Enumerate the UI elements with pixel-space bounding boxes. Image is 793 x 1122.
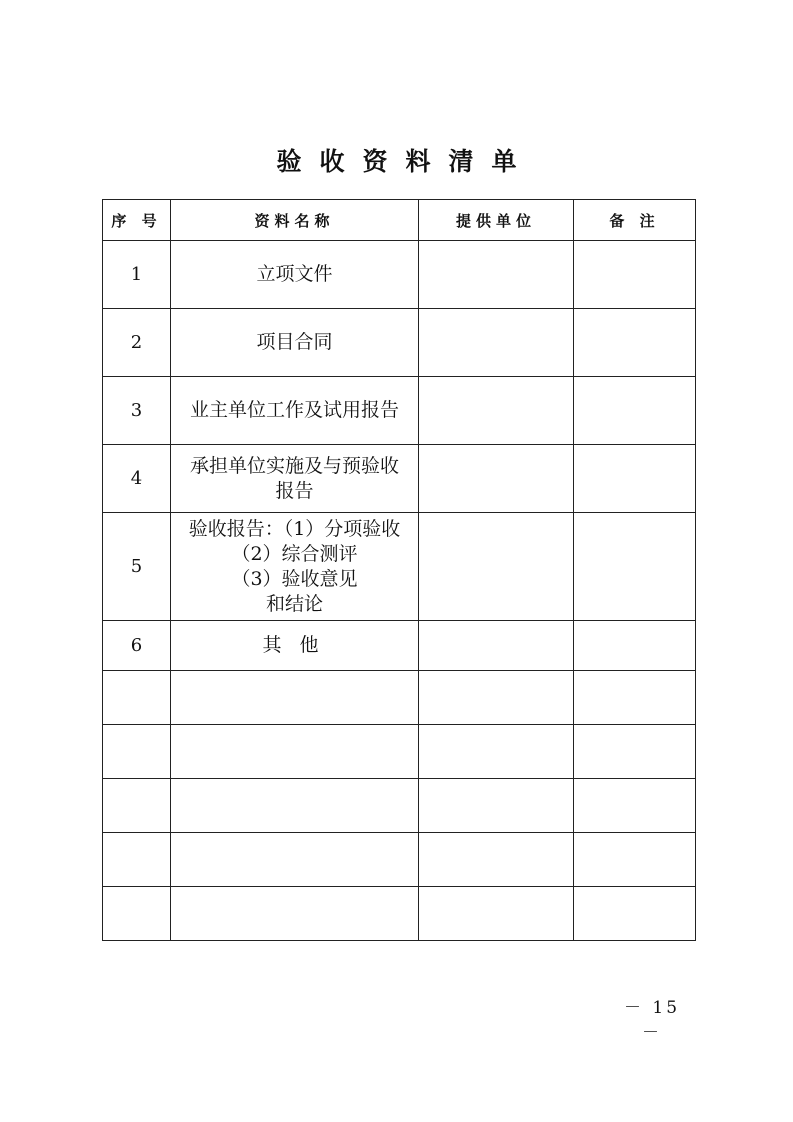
row-name	[171, 671, 419, 725]
row-remark	[574, 887, 696, 941]
header-provider: 提供单位	[419, 200, 574, 241]
row-remark	[574, 513, 696, 621]
row-provider	[419, 887, 574, 941]
row-remark	[574, 309, 696, 377]
row-name-line: 承担单位实施及与预验收	[189, 454, 399, 477]
table-row	[103, 309, 696, 377]
row-name-line: （3）验收意见	[231, 567, 358, 590]
table-header-row	[103, 200, 696, 241]
header-name: 资料名称	[171, 200, 419, 241]
row-index	[103, 887, 171, 941]
table-row	[103, 887, 696, 941]
table-row	[103, 833, 696, 887]
page-title: 验收资料清单	[276, 147, 535, 176]
row-remark	[574, 377, 696, 445]
row-provider	[419, 513, 574, 621]
row-remark	[574, 833, 696, 887]
row-index: 5	[103, 513, 171, 621]
row-name-line: 验收报告：（1）分项验收	[188, 517, 401, 540]
row-name-line: 和结论	[265, 592, 323, 615]
row-provider	[419, 241, 574, 309]
header-remark: 备 注	[574, 200, 696, 241]
row-remark	[574, 779, 696, 833]
row-name: 项目合同	[171, 309, 419, 377]
header-index: 序 号	[103, 200, 171, 241]
row-provider	[419, 445, 574, 513]
page-number: － 15 －	[623, 998, 681, 1043]
row-name-line: 报告	[275, 479, 314, 502]
row-remark	[574, 445, 696, 513]
row-name	[171, 445, 419, 513]
table-row	[103, 377, 696, 445]
row-name	[171, 887, 419, 941]
row-provider	[419, 833, 574, 887]
row-provider	[419, 725, 574, 779]
table-row	[103, 445, 696, 513]
row-index: 3	[103, 377, 171, 445]
materials-table	[102, 199, 696, 941]
row-name-line: （2）综合测评	[231, 542, 358, 565]
table-row	[103, 779, 696, 833]
row-index: 1	[103, 241, 171, 309]
row-name: 其他	[171, 621, 419, 671]
row-index: 4	[103, 445, 171, 513]
row-provider	[419, 621, 574, 671]
row-provider	[419, 309, 574, 377]
row-name	[171, 513, 419, 621]
row-remark	[574, 725, 696, 779]
row-index	[103, 779, 171, 833]
row-name: 立项文件	[171, 241, 419, 309]
table-row	[103, 513, 696, 621]
row-index: 2	[103, 309, 171, 377]
row-index	[103, 725, 171, 779]
table-row	[103, 621, 696, 671]
row-name	[171, 725, 419, 779]
table-row	[103, 671, 696, 725]
row-name: 业主单位工作及试用报告	[171, 377, 419, 445]
row-name	[171, 833, 419, 887]
row-provider	[419, 671, 574, 725]
row-remark	[574, 671, 696, 725]
row-remark	[574, 241, 696, 309]
table-row	[103, 241, 696, 309]
row-name	[171, 779, 419, 833]
table-row	[103, 725, 696, 779]
row-index	[103, 671, 171, 725]
row-provider	[419, 779, 574, 833]
row-provider	[419, 377, 574, 445]
row-index	[103, 833, 171, 887]
row-remark	[574, 621, 696, 671]
row-index: 6	[103, 621, 171, 671]
